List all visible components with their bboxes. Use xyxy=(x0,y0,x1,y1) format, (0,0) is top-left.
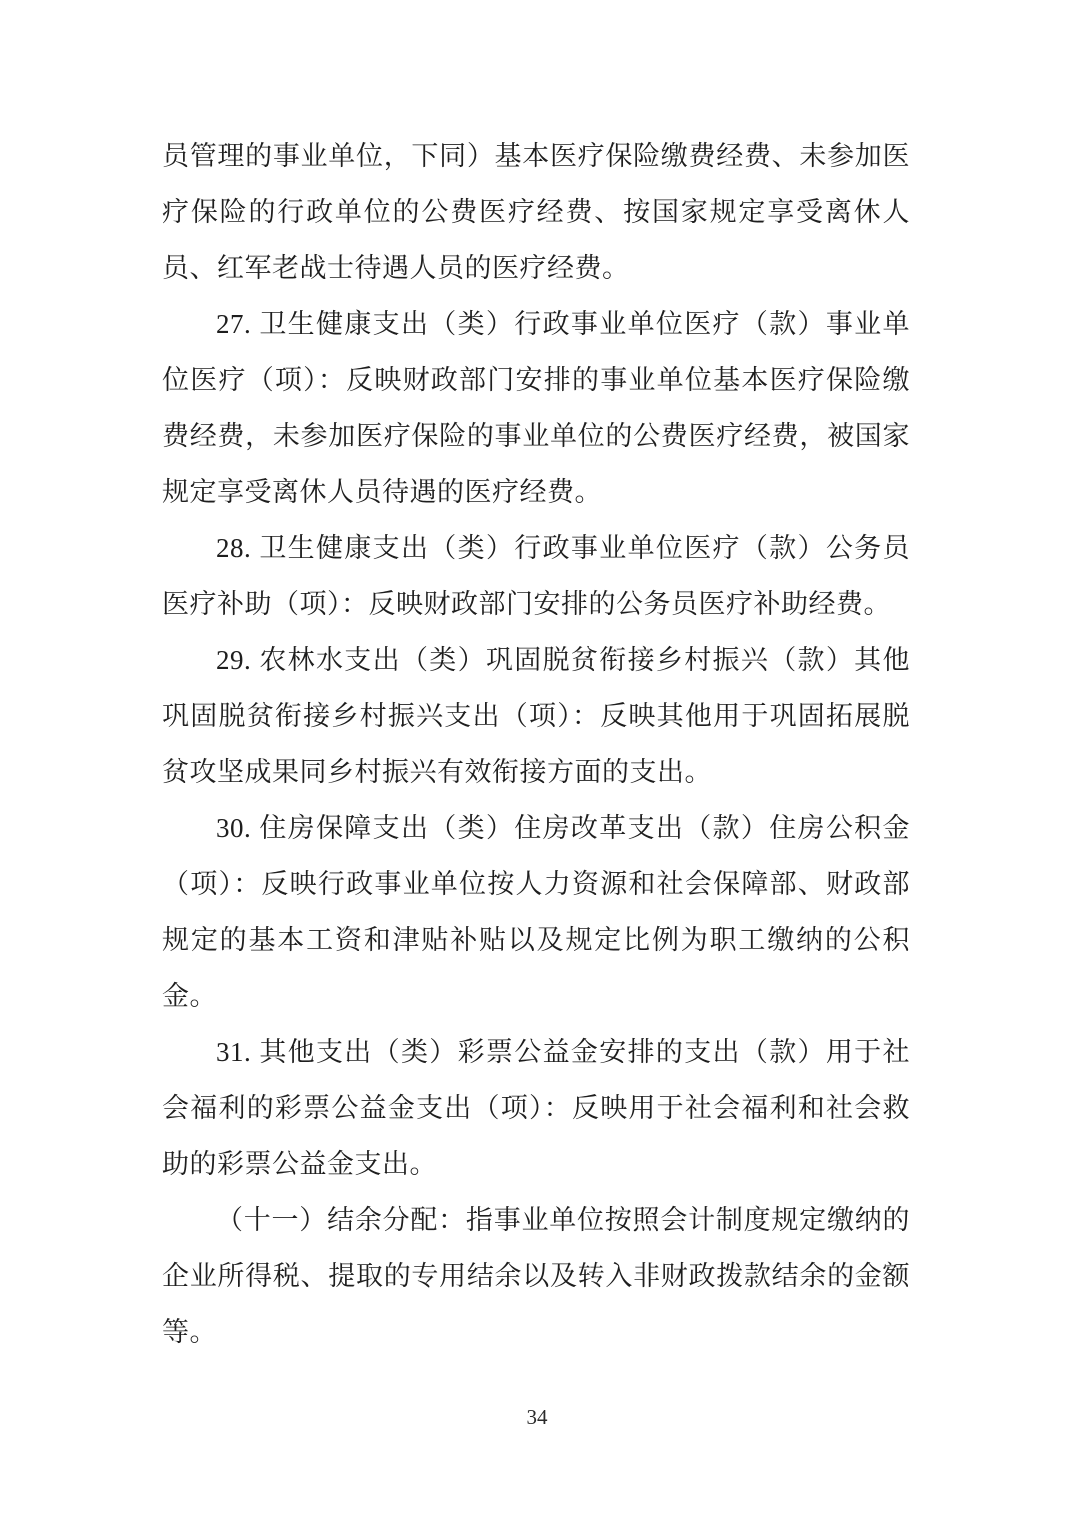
paragraph-28: 28. 卫生健康支出（类）行政事业单位医疗（款）公务员医疗补助（项）：反映财政部门安排的公务员医疗补助经费。 xyxy=(162,533,910,619)
page-number: 34 xyxy=(526,1405,548,1429)
paragraph-27: 27. 卫生健康支出（类）行政事业单位医疗（款）事业单位医疗（项）：反映财政部门安排的事业单位基本医疗保险缴费经费，未参加医疗保险的事业单位的公费医疗经费，被国家规定享受离休人员待遇的医疗经费。 xyxy=(162,309,910,507)
paragraph-31: 31. 其他支出（类）彩票公益金安排的支出（款）用于社会福利的彩票公益金支出（项）：反映用于社会福利和社会救助的彩票公益金支出。 xyxy=(162,1037,910,1179)
text-block xyxy=(162,128,910,1360)
paragraph-section-11: （十一）结余分配：指事业单位按照会计制度规定缴纳的企业所得税、提取的专用结余以及转入非财政拨款结余的金额等。 xyxy=(162,1205,910,1347)
paragraph-26-continuation: 员管理的事业单位，下同）基本医疗保险缴费经费、未参加医疗保险的行政单位的公费医疗经费、按国家规定享受离休人员、红军老战士待遇人员的医疗经费。 xyxy=(162,141,910,283)
paragraph-30: 30. 住房保障支出（类）住房改革支出（款）住房公积金（项）：反映行政事业单位按人力资源和社会保障部、财政部规定的基本工资和津贴补贴以及规定比例为职工缴纳的公积金。 xyxy=(162,813,910,1011)
paragraph-29: 29. 农林水支出（类）巩固脱贫衔接乡村振兴（款）其他巩固脱贫衔接乡村振兴支出（项）：反映其他用于巩固拓展脱贫攻坚成果同乡村振兴有效衔接方面的支出。 xyxy=(162,645,910,787)
